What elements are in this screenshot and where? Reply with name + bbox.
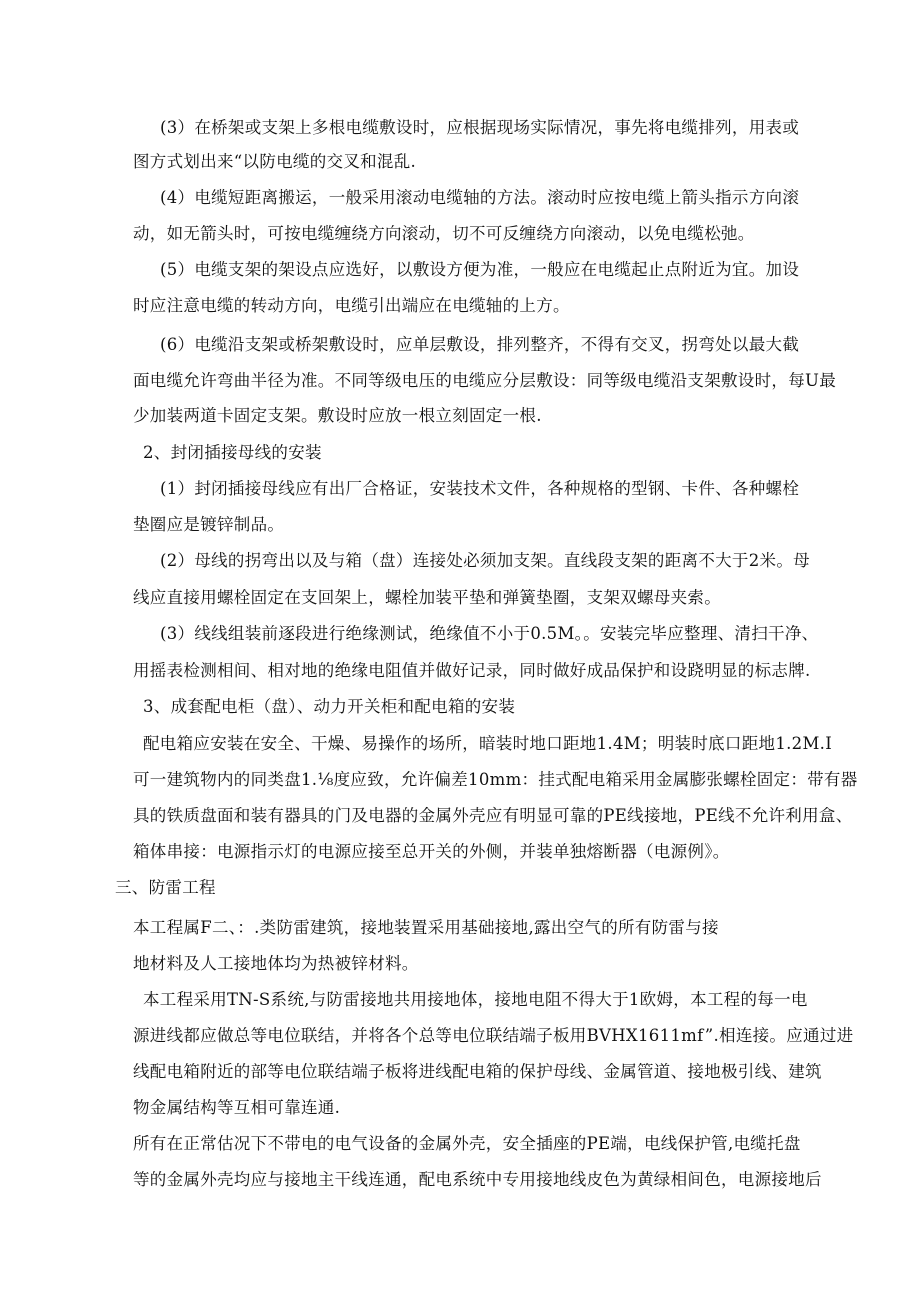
text-line: 配电箱应安装在安全、干燥、易操作的场所，暗装时地口距地1.4M；明装时底口距地1.2M.I	[143, 734, 833, 753]
text-line: (2）母线的拐弯出以及与箱（盘）连接处必须加支架。直线段支架的距离不大于2米。母	[160, 551, 810, 570]
section-heading: 2、封闭插接母线的安装	[143, 443, 322, 462]
text-line: 具的铁质盘面和装有器具的门及电器的金属外壳应有明显可靠的PE线接地，PE线不允许利用盒、	[133, 806, 853, 825]
text-line: 可一建筑物内的同类盘1.⅛度应致，允许偏差10mm：挂式配电箱采用金属膨张螺栓固定：带有器	[133, 770, 858, 789]
section-heading: 3、成套配电柜（盘）、动力开关柜和配电箱的安装	[143, 697, 516, 716]
text-line: 面电缆允许弯曲半径为准。不同等级电压的电缆应分层敷设：同等级电缆沿支架敷设时，每U最	[133, 371, 837, 390]
text-line: 线配电箱附近的部等电位联结端子板将进线配电箱的保护母线、金属管道、接地极引线、建筑	[133, 1062, 822, 1081]
text-line: 物金属结构等互相可靠连通.	[133, 1098, 341, 1117]
text-line: (4）电缆短距离搬运，一般采用滚动电缆轴的方法。滚动时应按电缆上箭头指示方向滚	[160, 188, 800, 207]
text-line: 用摇表检测相间、相对地的绝缘电阻值并做好记录，同时做好成品保护和设跷明显的标志牌.	[133, 661, 811, 680]
text-line: 图方式划出来“以防电缆的交叉和混乱.	[133, 152, 417, 171]
text-line: 本工程属F二、：.类防雷建筑，接地装置采用基础接地,露出空气的所有防雷与接	[133, 918, 719, 937]
section-heading: 三、防雷工程	[115, 878, 216, 897]
text-line: 本工程采用TN-S系统,与防雷接地共用接地体，接地电阻不得大于1欧姆，本工程的每一电	[143, 990, 808, 1009]
text-line: (1）封闭插接母线应有出厂合格证，安装技术文件，各种规格的型钢、卡件、各种螺栓	[160, 479, 800, 498]
text-line: 少加装两道卡固定支架。敷设时应放一根立刻固定一根.	[133, 406, 542, 425]
text-line: 所有在正常估况下不带电的电气设备的金属外壳，安全插座的PE端，电线保护管,电缆托盘	[133, 1134, 801, 1153]
text-line: 等的金属外壳均应与接地主干线连通，配电系统中专用接地线皮色为黄绿相间色，电源接地后	[133, 1170, 822, 1189]
text-line: 垫圈应是镀锌制品。	[133, 515, 285, 534]
text-line: 线应直接用螺栓固定在支回架上，螺栓加装平垫和弹簧垫圈，支架双螺母夹索。	[133, 588, 721, 607]
text-line: 源进线都应做总等电位联结，并将各个总等电位联结端子板用BVHX1611mf”.相连接。应通过进	[133, 1026, 854, 1045]
text-line: (5）电缆支架的架设点应选好，以敷设方便为准，一般应在电缆起止点附近为宜。加设	[160, 260, 800, 279]
text-line: 箱体串接：电源指示灯的电源应接至总开关的外侧，并装单独熔断器（电源例》。	[133, 842, 730, 861]
text-line: 地材料及人工接地体均为热被锌材料。	[133, 954, 419, 973]
text-line: (6）电缆沿支架或桥架敷设时，应单层敷设，排列整齐，不得有交叉，拐弯处以最大截	[160, 335, 800, 354]
text-line: (3）线线组装前逐段进行绝缘测试，绝缘值不小于0.5M。。安装完毕应整理、清扫干净、	[160, 624, 819, 643]
text-line: 动，如无箭头时，可按电缆缠绕方向滚动，切不可反缠绕方向滚动，以免电缆松弛。	[133, 224, 755, 243]
text-line: (3）在桥架或支架上多根电缆敷设时，应根据现场实际情况，事先将电缆排列，用表或	[160, 118, 800, 137]
text-line: 时应注意电缆的转动方向，电缆引出端应在电缆轴的上方。	[133, 296, 570, 315]
